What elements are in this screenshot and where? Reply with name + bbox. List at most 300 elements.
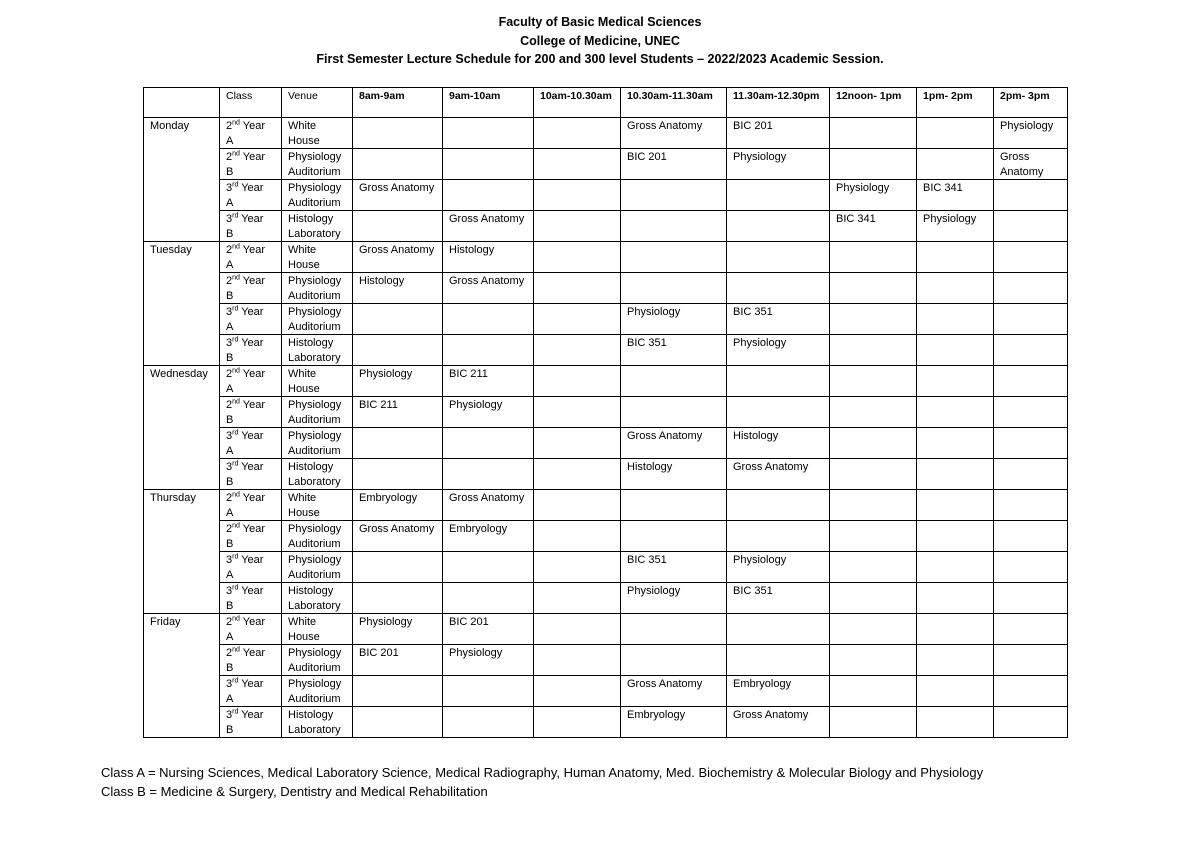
schedule-cell: [994, 273, 1068, 304]
table-row: [144, 459, 1068, 490]
schedule-cell: [534, 149, 621, 180]
schedule-cell: BIC 211: [353, 397, 443, 428]
schedule-cell: Gross Anatomy: [353, 180, 443, 211]
schedule-cell: [534, 366, 621, 397]
schedule-cell: [830, 614, 917, 645]
class-group: A: [226, 630, 234, 643]
class-group: B: [226, 599, 234, 612]
schedule-cell: [727, 180, 830, 211]
schedule-cell: Physiology: [727, 149, 830, 180]
year-number: 3: [226, 182, 233, 194]
class-cell: [220, 397, 282, 428]
class-cell: [220, 428, 282, 459]
schedule-cell: Gross Anatomy: [353, 521, 443, 552]
schedule-cell: BIC 351: [727, 583, 830, 614]
schedule-cell: [534, 304, 621, 335]
schedule-cell: Physiology: [727, 335, 830, 366]
year-number: 2: [226, 523, 233, 535]
class-year: [226, 150, 275, 165]
schedule-cell: [443, 149, 534, 180]
class-year: [226, 398, 275, 413]
day-cell: Monday: [144, 118, 220, 242]
table-row: [144, 149, 1068, 180]
year-number: 2: [226, 399, 233, 411]
class-year: [226, 553, 275, 568]
table-row: [144, 676, 1068, 707]
schedule-cell: [917, 242, 994, 273]
schedule-cell: [621, 273, 727, 304]
venue-cell: Physiology Auditorium: [282, 521, 353, 552]
schedule-cell: [917, 676, 994, 707]
schedule-cell: [994, 521, 1068, 552]
year-suffix: nd: [232, 150, 240, 158]
schedule-cell: [534, 521, 621, 552]
schedule-cell: [917, 149, 994, 180]
year-word: Year: [241, 430, 264, 442]
schedule-cell: [534, 335, 621, 366]
schedule-cell: [443, 552, 534, 583]
year-word: Year: [241, 182, 264, 194]
class-cell: [220, 304, 282, 335]
schedule-cell: [830, 552, 917, 583]
schedule-cell: [727, 397, 830, 428]
schedule-cell: Histology: [727, 428, 830, 459]
year-word: Year: [241, 585, 264, 597]
venue-cell: Physiology Auditorium: [282, 397, 353, 428]
schedule-cell: [621, 614, 727, 645]
year-word: Year: [242, 647, 266, 659]
schedule-cell: [994, 211, 1068, 242]
class-b-legend: Class B = Medicine & Surgery, Dentistry and Medical Rehabilitation: [101, 784, 488, 799]
class-group: B: [226, 289, 234, 302]
class-year: [226, 367, 275, 382]
class-group: A: [226, 444, 234, 457]
table-row: [144, 583, 1068, 614]
class-cell: [220, 211, 282, 242]
schedule-cell: [830, 459, 917, 490]
class-year: [226, 460, 275, 475]
schedule-cell: [917, 118, 994, 149]
class-cell: [220, 645, 282, 676]
class-year: [226, 522, 275, 537]
table-row: [144, 428, 1068, 459]
schedule-cell: [534, 428, 621, 459]
schedule-cell: [917, 428, 994, 459]
venue-cell: Histology Laboratory: [282, 707, 353, 738]
schedule-cell: [621, 242, 727, 273]
year-word: Year: [242, 151, 266, 163]
schedule-cell: [994, 583, 1068, 614]
class-year: [226, 708, 275, 723]
venue-cell: Physiology Auditorium: [282, 552, 353, 583]
table-row: [144, 521, 1068, 552]
schedule-cell: [830, 242, 917, 273]
year-suffix: rd: [232, 708, 239, 716]
schedule-cell: [621, 211, 727, 242]
schedule-cell: [727, 366, 830, 397]
schedule-cell: [830, 366, 917, 397]
column-header: 12noon- 1pm: [830, 88, 917, 118]
class-year: [226, 305, 275, 320]
table-row: [144, 242, 1068, 273]
year-number: 3: [226, 461, 233, 473]
class-year: [226, 646, 275, 661]
table-row: [144, 397, 1068, 428]
document-header: [0, 13, 1200, 69]
schedule-body: [144, 118, 1068, 738]
venue-cell: Physiology Auditorium: [282, 676, 353, 707]
year-suffix: nd: [232, 367, 240, 375]
schedule-cell: Gross Anatomy: [621, 676, 727, 707]
class-year: [226, 584, 275, 599]
schedule-cell: [830, 335, 917, 366]
schedule-cell: [353, 459, 443, 490]
schedule-cell: [353, 211, 443, 242]
day-cell: Wednesday: [144, 366, 220, 490]
schedule-cell: [917, 583, 994, 614]
schedule-cell: BIC 341: [917, 180, 994, 211]
year-suffix: nd: [232, 243, 240, 251]
schedule-cell: [621, 180, 727, 211]
schedule-cell: [917, 552, 994, 583]
year-suffix: nd: [232, 646, 240, 654]
year-number: 3: [226, 585, 233, 597]
year-word: Year: [242, 523, 266, 535]
schedule-cell: [443, 180, 534, 211]
schedule-cell: [830, 521, 917, 552]
schedule-cell: [917, 645, 994, 676]
year-suffix: rd: [232, 553, 239, 561]
schedule-cell: [353, 335, 443, 366]
lecture-schedule-table: [143, 87, 1068, 738]
class-group: B: [226, 413, 234, 426]
class-cell: [220, 118, 282, 149]
table-row: [144, 180, 1068, 211]
schedule-cell: BIC 201: [443, 614, 534, 645]
table-row: [144, 273, 1068, 304]
year-suffix: rd: [232, 212, 239, 220]
year-number: 2: [226, 244, 233, 256]
schedule-cell: BIC 351: [621, 335, 727, 366]
class-year: [226, 615, 275, 630]
class-group: A: [226, 196, 234, 209]
schedule-cell: Gross Anatomy: [443, 490, 534, 521]
schedule-cell: [830, 304, 917, 335]
schedule-cell: [917, 490, 994, 521]
column-header: 10.30am-11.30am: [621, 88, 727, 118]
schedule-cell: [621, 397, 727, 428]
class-year: [226, 119, 275, 134]
schedule-cell: [830, 583, 917, 614]
schedule-cell: Gross Anatomy: [994, 149, 1068, 180]
venue-cell: Histology Laboratory: [282, 211, 353, 242]
class-cell: [220, 552, 282, 583]
class-cell: [220, 521, 282, 552]
schedule-cell: [443, 118, 534, 149]
schedule-cell: [994, 335, 1068, 366]
year-word: Year: [241, 337, 264, 349]
year-word: Year: [242, 368, 266, 380]
year-number: 2: [226, 275, 233, 287]
table-row: [144, 211, 1068, 242]
year-number: 3: [226, 430, 233, 442]
schedule-cell: [534, 397, 621, 428]
class-year: [226, 491, 275, 506]
schedule-cell: Physiology: [621, 304, 727, 335]
schedule-cell: [994, 614, 1068, 645]
schedule-cell: Histology: [621, 459, 727, 490]
schedule-cell: [353, 583, 443, 614]
year-number: 3: [226, 554, 233, 566]
schedule-cell: Physiology: [443, 645, 534, 676]
venue-cell: Histology Laboratory: [282, 335, 353, 366]
schedule-cell: [353, 118, 443, 149]
schedule-cell: [534, 645, 621, 676]
year-number: 2: [226, 151, 233, 163]
year-word: Year: [242, 492, 266, 504]
schedule-cell: [443, 583, 534, 614]
year-word: Year: [242, 399, 266, 411]
year-word: Year: [241, 678, 264, 690]
schedule-cell: Physiology: [353, 366, 443, 397]
schedule-cell: Physiology: [621, 583, 727, 614]
class-year: [226, 181, 275, 196]
schedule-cell: [443, 428, 534, 459]
table-row: [144, 645, 1068, 676]
schedule-title: First Semester Lecture Schedule for 200 and 300 level Students – 2022/2023 Academic Session.: [316, 52, 884, 66]
column-header: 1pm- 2pm: [917, 88, 994, 118]
year-number: 2: [226, 492, 233, 504]
schedule-cell: BIC 201: [353, 645, 443, 676]
year-suffix: nd: [232, 615, 240, 623]
class-group: B: [226, 351, 234, 364]
class-year: [226, 274, 275, 289]
schedule-cell: Embryology: [353, 490, 443, 521]
schedule-cell: [917, 335, 994, 366]
class-legend: [101, 763, 983, 801]
schedule-cell: [830, 118, 917, 149]
schedule-cell: [830, 707, 917, 738]
schedule-cell: [830, 490, 917, 521]
schedule-cell: [830, 149, 917, 180]
schedule-cell: [443, 459, 534, 490]
schedule-cell: Embryology: [621, 707, 727, 738]
day-cell: Tuesday: [144, 242, 220, 366]
day-cell: Thursday: [144, 490, 220, 614]
class-cell: [220, 366, 282, 397]
year-word: Year: [241, 306, 264, 318]
faculty-title: Faculty of Basic Medical Sciences: [498, 15, 702, 29]
column-header: 11.30am-12.30pm: [727, 88, 830, 118]
class-cell: [220, 614, 282, 645]
venue-cell: White House: [282, 614, 353, 645]
schedule-cell: Physiology: [353, 614, 443, 645]
table-row: [144, 366, 1068, 397]
column-header: 9am-10am: [443, 88, 534, 118]
schedule-cell: Gross Anatomy: [443, 211, 534, 242]
schedule-cell: [534, 707, 621, 738]
year-word: Year: [242, 616, 266, 628]
schedule-cell: [994, 397, 1068, 428]
schedule-cell: [830, 397, 917, 428]
schedule-cell: [534, 583, 621, 614]
class-group: A: [226, 506, 234, 519]
year-number: 2: [226, 647, 233, 659]
schedule-cell: [727, 211, 830, 242]
class-year: [226, 429, 275, 444]
day-cell: Friday: [144, 614, 220, 738]
year-suffix: nd: [232, 522, 240, 530]
class-group: A: [226, 320, 234, 333]
year-word: Year: [241, 461, 264, 473]
year-suffix: rd: [232, 181, 239, 189]
table-row: [144, 304, 1068, 335]
schedule-cell: [621, 490, 727, 521]
venue-cell: Physiology Auditorium: [282, 273, 353, 304]
venue-cell: Histology Laboratory: [282, 459, 353, 490]
schedule-cell: [917, 273, 994, 304]
year-word: Year: [241, 709, 264, 721]
year-number: 2: [226, 616, 233, 628]
class-year: [226, 336, 275, 351]
schedule-cell: [353, 676, 443, 707]
schedule-cell: [994, 180, 1068, 211]
table-row: [144, 490, 1068, 521]
year-suffix: rd: [232, 429, 239, 437]
class-group: B: [226, 661, 234, 674]
schedule-cell: [994, 366, 1068, 397]
header-row: [144, 88, 1068, 118]
schedule-cell: [534, 242, 621, 273]
schedule-cell: [534, 490, 621, 521]
year-number: 2: [226, 120, 233, 132]
schedule-cell: [534, 273, 621, 304]
venue-cell: Physiology Auditorium: [282, 180, 353, 211]
schedule-cell: Histology: [443, 242, 534, 273]
schedule-cell: Gross Anatomy: [443, 273, 534, 304]
schedule-cell: [917, 614, 994, 645]
schedule-cell: [443, 676, 534, 707]
schedule-cell: [727, 645, 830, 676]
schedule-cell: [727, 242, 830, 273]
class-group: B: [226, 537, 234, 550]
schedule-cell: [994, 428, 1068, 459]
venue-cell: White House: [282, 118, 353, 149]
year-number: 2: [226, 368, 233, 380]
class-cell: [220, 180, 282, 211]
column-header: [144, 88, 220, 118]
schedule-cell: Gross Anatomy: [727, 707, 830, 738]
schedule-cell: [917, 366, 994, 397]
schedule-cell: [994, 490, 1068, 521]
schedule-cell: [353, 304, 443, 335]
year-number: 3: [226, 213, 233, 225]
year-suffix: rd: [232, 677, 239, 685]
class-year: [226, 212, 275, 227]
venue-cell: Physiology Auditorium: [282, 645, 353, 676]
column-header: 10am-10.30am: [534, 88, 621, 118]
class-group: B: [226, 723, 234, 736]
table-row: [144, 707, 1068, 738]
class-group: B: [226, 227, 234, 240]
class-year: [226, 677, 275, 692]
class-a-legend: Class A = Nursing Sciences, Medical Laboratory Science, Medical Radiography, Human Anatomy, Med. Biochemistry & Molecular Biology and Physiology: [101, 765, 984, 780]
schedule-cell: Physiology: [443, 397, 534, 428]
year-word: Year: [242, 244, 266, 256]
class-group: A: [226, 134, 234, 147]
schedule-cell: Gross Anatomy: [621, 118, 727, 149]
class-group: A: [226, 382, 234, 395]
class-group: A: [226, 568, 234, 581]
class-cell: [220, 459, 282, 490]
class-cell: [220, 490, 282, 521]
schedule-cell: [621, 521, 727, 552]
schedule-cell: [443, 335, 534, 366]
schedule-cell: [830, 428, 917, 459]
schedule-cell: Histology: [353, 273, 443, 304]
schedule-cell: [830, 645, 917, 676]
class-group: A: [226, 692, 234, 705]
class-group: B: [226, 165, 234, 178]
column-header: 2pm- 3pm: [994, 88, 1068, 118]
venue-cell: Physiology Auditorium: [282, 304, 353, 335]
schedule-cell: Physiology: [994, 118, 1068, 149]
year-word: Year: [241, 213, 264, 225]
class-cell: [220, 149, 282, 180]
class-cell: [220, 583, 282, 614]
year-suffix: rd: [232, 584, 239, 592]
year-suffix: nd: [232, 274, 240, 282]
schedule-cell: [917, 459, 994, 490]
venue-cell: Physiology Auditorium: [282, 149, 353, 180]
schedule-cell: [994, 459, 1068, 490]
year-suffix: nd: [232, 491, 240, 499]
schedule-cell: [534, 614, 621, 645]
schedule-cell: [917, 397, 994, 428]
year-word: Year: [242, 275, 266, 287]
schedule-cell: [727, 521, 830, 552]
schedule-cell: [994, 552, 1068, 583]
schedule-cell: [353, 707, 443, 738]
schedule-cell: [994, 676, 1068, 707]
schedule-cell: Gross Anatomy: [353, 242, 443, 273]
venue-cell: White House: [282, 366, 353, 397]
class-cell: [220, 273, 282, 304]
class-cell: [220, 707, 282, 738]
column-header: Venue: [282, 88, 353, 118]
class-group: A: [226, 258, 234, 271]
college-title: College of Medicine, UNEC: [520, 33, 680, 48]
schedule-cell: [534, 676, 621, 707]
schedule-cell: Embryology: [443, 521, 534, 552]
schedule-cell: Physiology: [830, 180, 917, 211]
table-row: [144, 614, 1068, 645]
table-row: [144, 552, 1068, 583]
schedule-cell: [621, 645, 727, 676]
schedule-cell: BIC 201: [621, 149, 727, 180]
year-suffix: rd: [232, 336, 239, 344]
schedule-cell: [534, 459, 621, 490]
column-header: 8am-9am: [353, 88, 443, 118]
schedule-cell: Gross Anatomy: [621, 428, 727, 459]
year-number: 3: [226, 337, 233, 349]
schedule-cell: [353, 552, 443, 583]
schedule-cell: [534, 211, 621, 242]
year-word: Year: [241, 554, 264, 566]
schedule-cell: [994, 304, 1068, 335]
schedule-cell: [994, 242, 1068, 273]
schedule-cell: [443, 707, 534, 738]
